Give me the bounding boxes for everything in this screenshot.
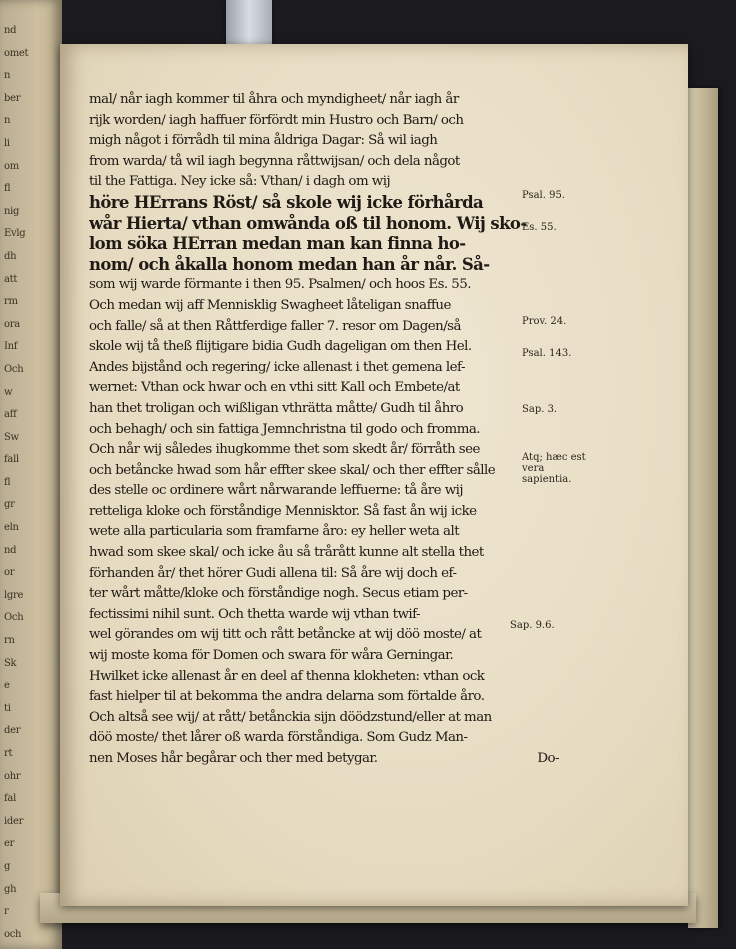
left-page-fragment: ti [4,702,11,714]
left-page-fragment: Sw [4,431,19,443]
text-line [89,296,559,317]
left-page-fragment: Sk [4,657,17,669]
text-line [89,646,559,667]
left-page-fragment: dh [4,250,17,262]
left-page-fragment: rt [4,748,13,759]
margin-note: Es. 55. [522,222,557,233]
text-line-content: fectissimi nihil sunt. Och thetta warde wij vthan twif- [89,606,421,622]
left-page-fragment: fal [4,793,16,805]
left-page-fragment: w [4,386,13,398]
text-line-content: Hwilket icke allenast år en deel af thenna klokheten: vthan ock [89,668,485,684]
text-line [89,667,559,688]
text-line-content: Och medan wij aff Mennisklig Swagheet låteligan snaffue [89,297,451,313]
left-page-fragment: nig [4,205,20,217]
text-line [89,481,559,502]
left-page-fragment: li [4,137,10,149]
left-page-fragment: Och [4,612,24,624]
text-line-content: rijk worden/ iagh haffuer förfördt min Hustro och Barn/ och [89,112,464,128]
text-line-content: nen Moses hår begårar och ther med betygar. [89,751,378,766]
text-line-content: wete alla particularia som framfarne åro: ey heller weta alt [89,524,460,540]
text-line-content: som wij warde förmante i then 95. Psalmen/ och hoos Es. 55. [89,277,471,293]
left-page-fragment: g [4,860,11,872]
left-page-fragment: der [4,725,21,737]
text-line [89,605,559,626]
text-line [89,461,559,482]
left-page-fragment: r [4,906,9,918]
text-line-content: höre HErrans Röst/ så skole wij icke förhårda [89,192,484,212]
text-line [89,317,559,338]
margin-note: Sap. 3. [522,404,558,415]
left-page-fragment: lgre [4,589,24,601]
text-line [89,152,559,173]
text-line [89,193,559,214]
left-page-fragment: nd [4,25,17,36]
left-page-fragment: gr [4,499,15,511]
text-line-content: from warda/ tå wil iagh begynna råttwijsan/ och dela något [89,153,460,169]
text-line [89,687,559,708]
right-page [60,44,688,906]
left-page-fragment: ber [4,92,21,104]
text-line-content: fast hielper til at bekomma the andra delarna som förtalde åro. [89,689,485,705]
text-line [89,420,559,441]
left-page-fragment: om [4,160,19,172]
text-line-content: retteliga kloke och förståndige Mennisktor. Så fast ån wij icke [89,503,477,519]
text-line [89,234,559,255]
left-page-fragment: Inf [4,341,18,353]
text-line [89,728,559,749]
text-line [89,502,559,523]
left-page-fragment: omet [4,47,29,59]
text-line-content: til the Fattiga. Ney icke så: Vthan/ i dagh om wij [89,174,391,190]
text-line-content: Andes bijstånd och regering/ icke allenast i thet gemena lef- [89,359,465,375]
left-page-fragment: or [4,567,15,579]
text-line-content: Och altså see wij/ at rått/ betånckia sijn döödzstund/eller at man [89,709,492,725]
left-page-fragment: e [4,680,10,692]
text-line-content: lom söka HErran medan man kan finna ho- [89,234,466,254]
margin-note: Psal. 95. [522,190,566,201]
text-line-content: ter wårt måtte/kloke och förståndige nogh. Secus etiam per- [89,586,468,602]
text-line [89,358,559,379]
left-page-fragment: rn [4,635,15,647]
left-page-fragment: att [4,273,18,285]
text-line-content: wernet: Vthan ock hwar och en vthi sitt Kall och Embete/at [89,380,460,396]
text-line [89,337,559,358]
left-page-fragment: fall [4,454,19,466]
left-page-fragment: aff [4,409,17,421]
left-page-fragment: ohr [4,770,21,782]
text-line-content: hwad som skee skal/ och icke åu så trårått kunne alt stella thet [89,545,484,561]
left-page-fragment: n [4,115,11,127]
text-line [89,522,559,543]
text-line-content: wel görandes om wij titt och rått betåncke at wij döö moste/ at [89,627,482,643]
margin-note: Psal. 143. [522,348,572,359]
text-line-content: skole wij tå theß flijtigare bidia Gudh dageligan om then Hel. [89,339,472,355]
text-line-content: och falle/ så at then Råttferdige faller 7. resor om Dagen/så [89,318,461,334]
text-line [89,564,559,585]
left-page-fragment: rm [4,296,18,308]
margin-note: Prov. 24. [522,316,567,327]
margin-note: Atq; hæc est vera sapientia. [522,452,586,485]
left-page-fragment: och [4,928,22,940]
text-line-content: nom/ och åkalla honom medan han år når. Så- [89,254,490,274]
text-line-content: wij moste koma för Domen och swara för wåra Gerningar. [89,648,454,664]
left-page-fragment: er [4,838,15,850]
left-page-fragment: eln [4,522,19,534]
left-page-fragment: gh [4,883,17,895]
left-page-fragment: ider [4,815,24,827]
left-page-fragment: ora [4,318,20,330]
text-line [89,255,559,276]
text-line [89,131,559,152]
text-line [89,584,559,605]
text-line-content: wår Hierta/ vthan omwånda oß til honom. Wij sko- [89,213,527,233]
left-page-fragment: nd [4,544,17,556]
text-line-content: och behagh/ och sin fattiga Jemnchristna til godo och fromma. [89,421,480,437]
text-line [89,378,559,399]
text-line [89,275,559,296]
left-page-text-fragments [4,20,60,946]
text-line [89,111,559,132]
text-line [89,214,559,235]
text-line [89,708,559,729]
text-line-content: och betåncke hwad som hår effter skee skal/ och ther effter sålle [89,462,496,478]
text-line [89,399,559,420]
text-line [89,543,559,564]
left-page-fragment: Och [4,363,24,375]
text-line [89,625,559,646]
left-page-fragment: Evlg [4,228,26,240]
text-line [89,749,559,770]
margin-note: Sap. 9.6. [510,620,555,631]
page-body-text [89,90,559,770]
text-line-content: migh något i förrådh til mina åldriga Dagar: Så wil iagh [89,133,438,149]
text-line-content: förhanden år/ thet hörer Gudi allena til: Så åre wij doch ef- [89,565,457,581]
left-page-fragment: fl [4,183,11,195]
text-line-content: des stelle oc ordinere wårt nårwarande leffuerne: tå åre wij [89,483,463,499]
left-page-fragment: fl [4,476,11,488]
text-line [89,90,559,111]
text-line [89,440,559,461]
left-page-fragment: n [4,70,11,82]
catchword: Do- [537,751,559,766]
page-stack-edge [688,88,718,928]
text-line-content: döö moste/ thet lårer oß warda förståndiga. Som Gudz Man- [89,730,468,746]
text-line-content: han thet troligan och wißligan vthrätta måtte/ Gudh til åhro [89,400,464,416]
text-line-content: Och når wij således ihugkomme thet som skedt år/ förråth see [89,442,480,458]
text-line-content: mal/ når iagh kommer til åhra och myndigheet/ når iagh år [89,92,459,107]
text-line [89,172,559,193]
left-facing-page [0,0,62,949]
